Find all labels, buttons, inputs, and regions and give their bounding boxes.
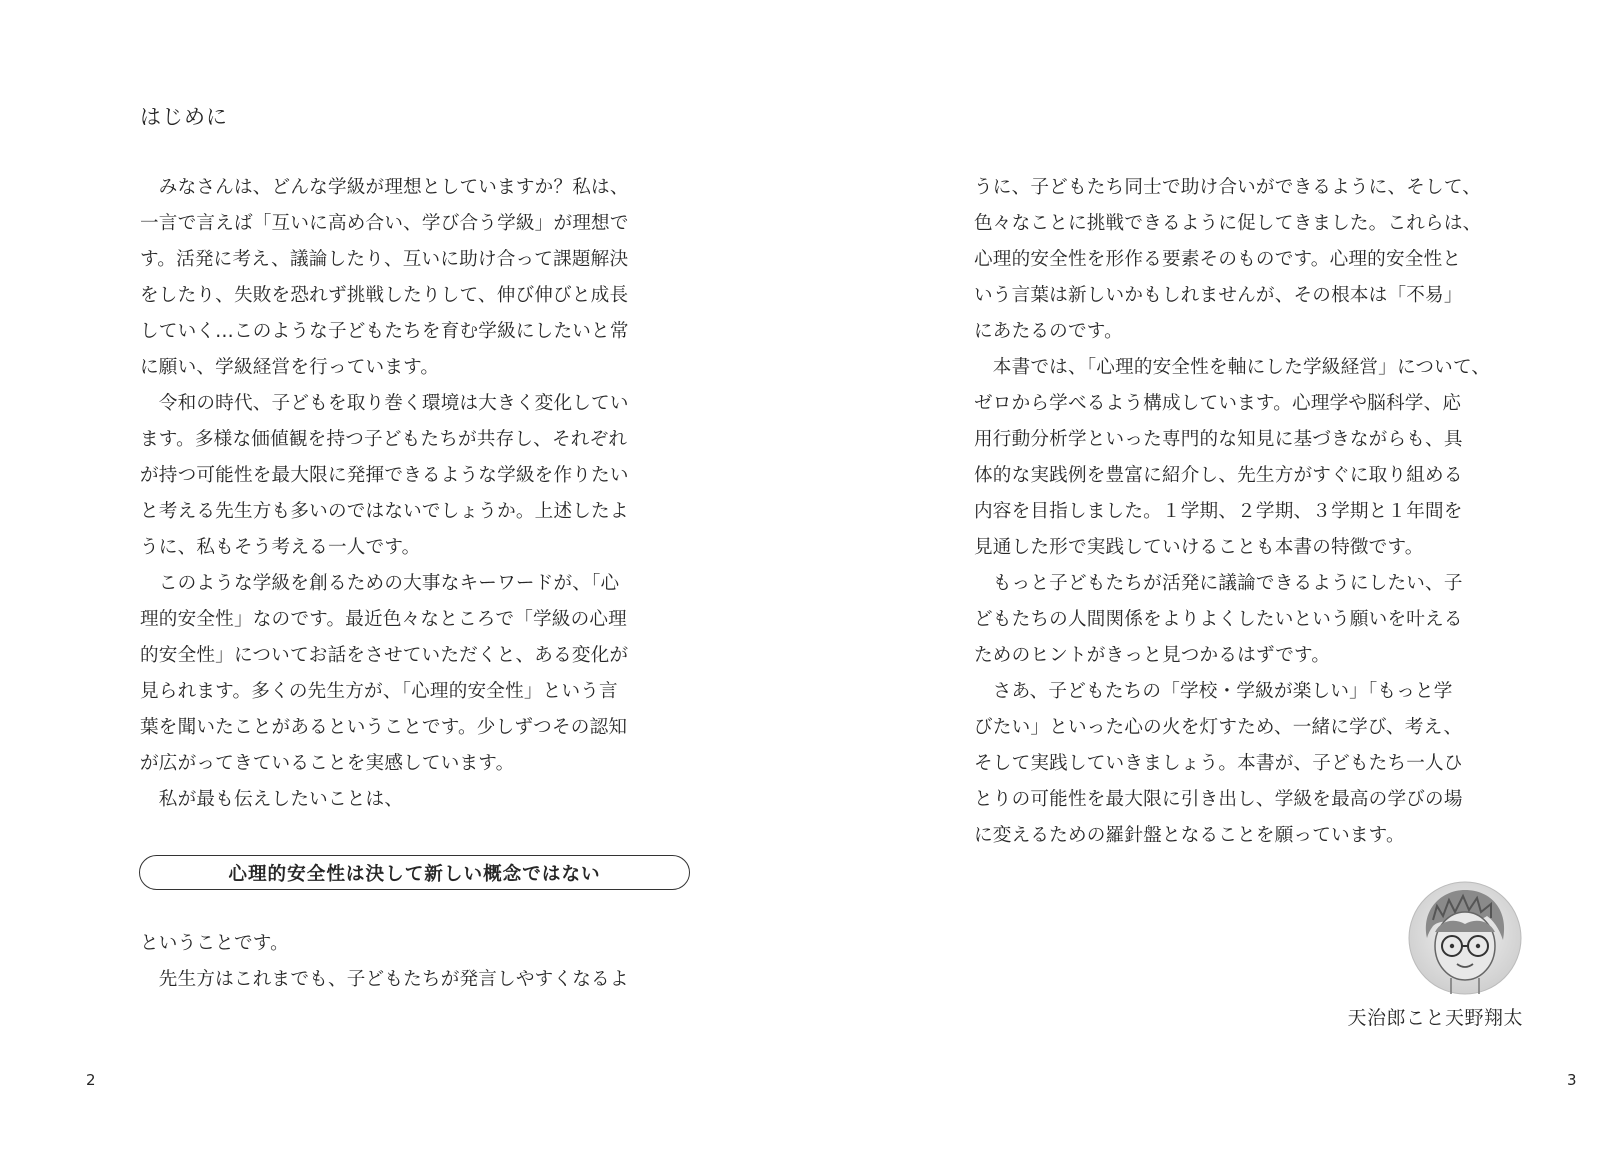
author-portrait-icon [1407,880,1523,996]
text-line: いう言葉は新しいかもしれませんが、その根本は「不易」 [974,285,1463,306]
text-line: 色々なことに挑戦できるように促してきました。これらは、 [974,213,1482,234]
text-line: ます。多様な価値観を持つ子どもたちが共存し、それぞれ [140,429,628,450]
text-line: 本書では、「心理的安全性を軸にした学級経営」について、 [974,357,1491,378]
text-line: にあたるのです。 [974,321,1123,342]
text-line: びたい」といった心の火を灯すため、一緒に学び、考え、 [974,717,1463,738]
text-line: 内容を目指しました。１学期、２学期、３学期と１年間を [974,501,1463,522]
text-line: 先生方はこれまでも、子どもたちが発言しやすくなるよ [140,969,629,990]
text-line: に変えるための羅針盤となることを願っています。 [974,825,1405,846]
text-line: 理的安全性」なのです。最近色々なところで「学級の心理 [140,609,627,630]
page-number-right: 3 [1567,1071,1577,1089]
left-body-text [140,170,692,818]
text-line: そして実践していきましょう。本書が、子どもたち一人ひ [974,753,1463,774]
text-line: ためのヒントがきっと見つかるはずです。 [974,645,1331,666]
text-line: もっと子どもたちが活発に議論できるようにしたい、子 [974,573,1463,594]
text-line: に願い、学級経営を行っています。 [140,357,440,378]
text-line: とりの可能性を最大限に引き出し、学級を最高の学びの場 [974,789,1463,810]
text-line: す。活発に考え、議論したり、互いに助け合って課題解決 [140,249,629,270]
text-line: みなさんは、どんな学級が理想としていますか？私は、 [140,177,629,198]
text-line: 的安全性」についてお話をさせていただくと、ある変化が [140,645,629,666]
text-line: 一言で言えば「互いに高め合い、学び合う学級」が理想で [140,213,629,234]
text-line: が広がってきていることを実感しています。 [140,753,515,774]
text-line: 葉を聞いたことがあるということです。少しずつその認知 [140,717,628,738]
text-line: ゼロから学べるよう構成しています。心理学や脳科学、応 [974,393,1462,414]
text-line: このような学級を創るための大事なキーワードが、「心 [140,573,620,594]
text-line: 見られます。多くの先生方が、「心理的安全性」という言 [140,681,618,702]
text-line: 体的な実践例を豊富に紹介し、先生方がすぐに取り組める [974,465,1463,486]
right-body-text [974,170,1526,854]
text-line: うに、私もそう考える一人です。 [140,537,421,558]
text-line: うに、子どもたち同士で助け合いができるように、そして、 [974,177,1482,198]
key-message-callout: 心理的安全性は決して新しい概念ではない [139,855,690,890]
text-line: ということです。 [140,933,289,954]
text-line: していく…このような子どもたちを育む学級にしたいと常 [140,321,629,342]
text-line: が持つ可能性を最大限に発揮できるような学級を作りたい [140,465,629,486]
text-line: をしたり、失敗を恐れず挑戦したりして、伸び伸びと成長 [140,285,629,306]
page-number-left: 2 [86,1071,96,1089]
text-line: 私が最も伝えしたいことは、 [140,789,404,810]
text-line: と考える先生方も多いのではないでしょうか。上述したよ [140,501,629,522]
text-line: どもたちの人間関係をよりよくしたいという願いを叶える [974,609,1463,630]
left-body-text-continued [140,926,692,998]
text-line: 心理的安全性を形作る要素そのものです。心理的安全性と [974,249,1462,270]
page-heading: はじめに [140,105,228,129]
author-signature: 天治郎こと天野翔太 [1347,1007,1523,1029]
text-line: 用行動分析学といった専門的な知見に基づきながらも、具 [974,429,1463,450]
text-line: さあ、子どもたちの「学校・学級が楽しい」「もっと学 [974,681,1453,702]
text-line: 令和の時代、子どもを取り巻く環境は大きく変化してい [140,393,629,414]
text-line: 見通した形で実践していけることも本書の特徴です。 [974,537,1424,558]
